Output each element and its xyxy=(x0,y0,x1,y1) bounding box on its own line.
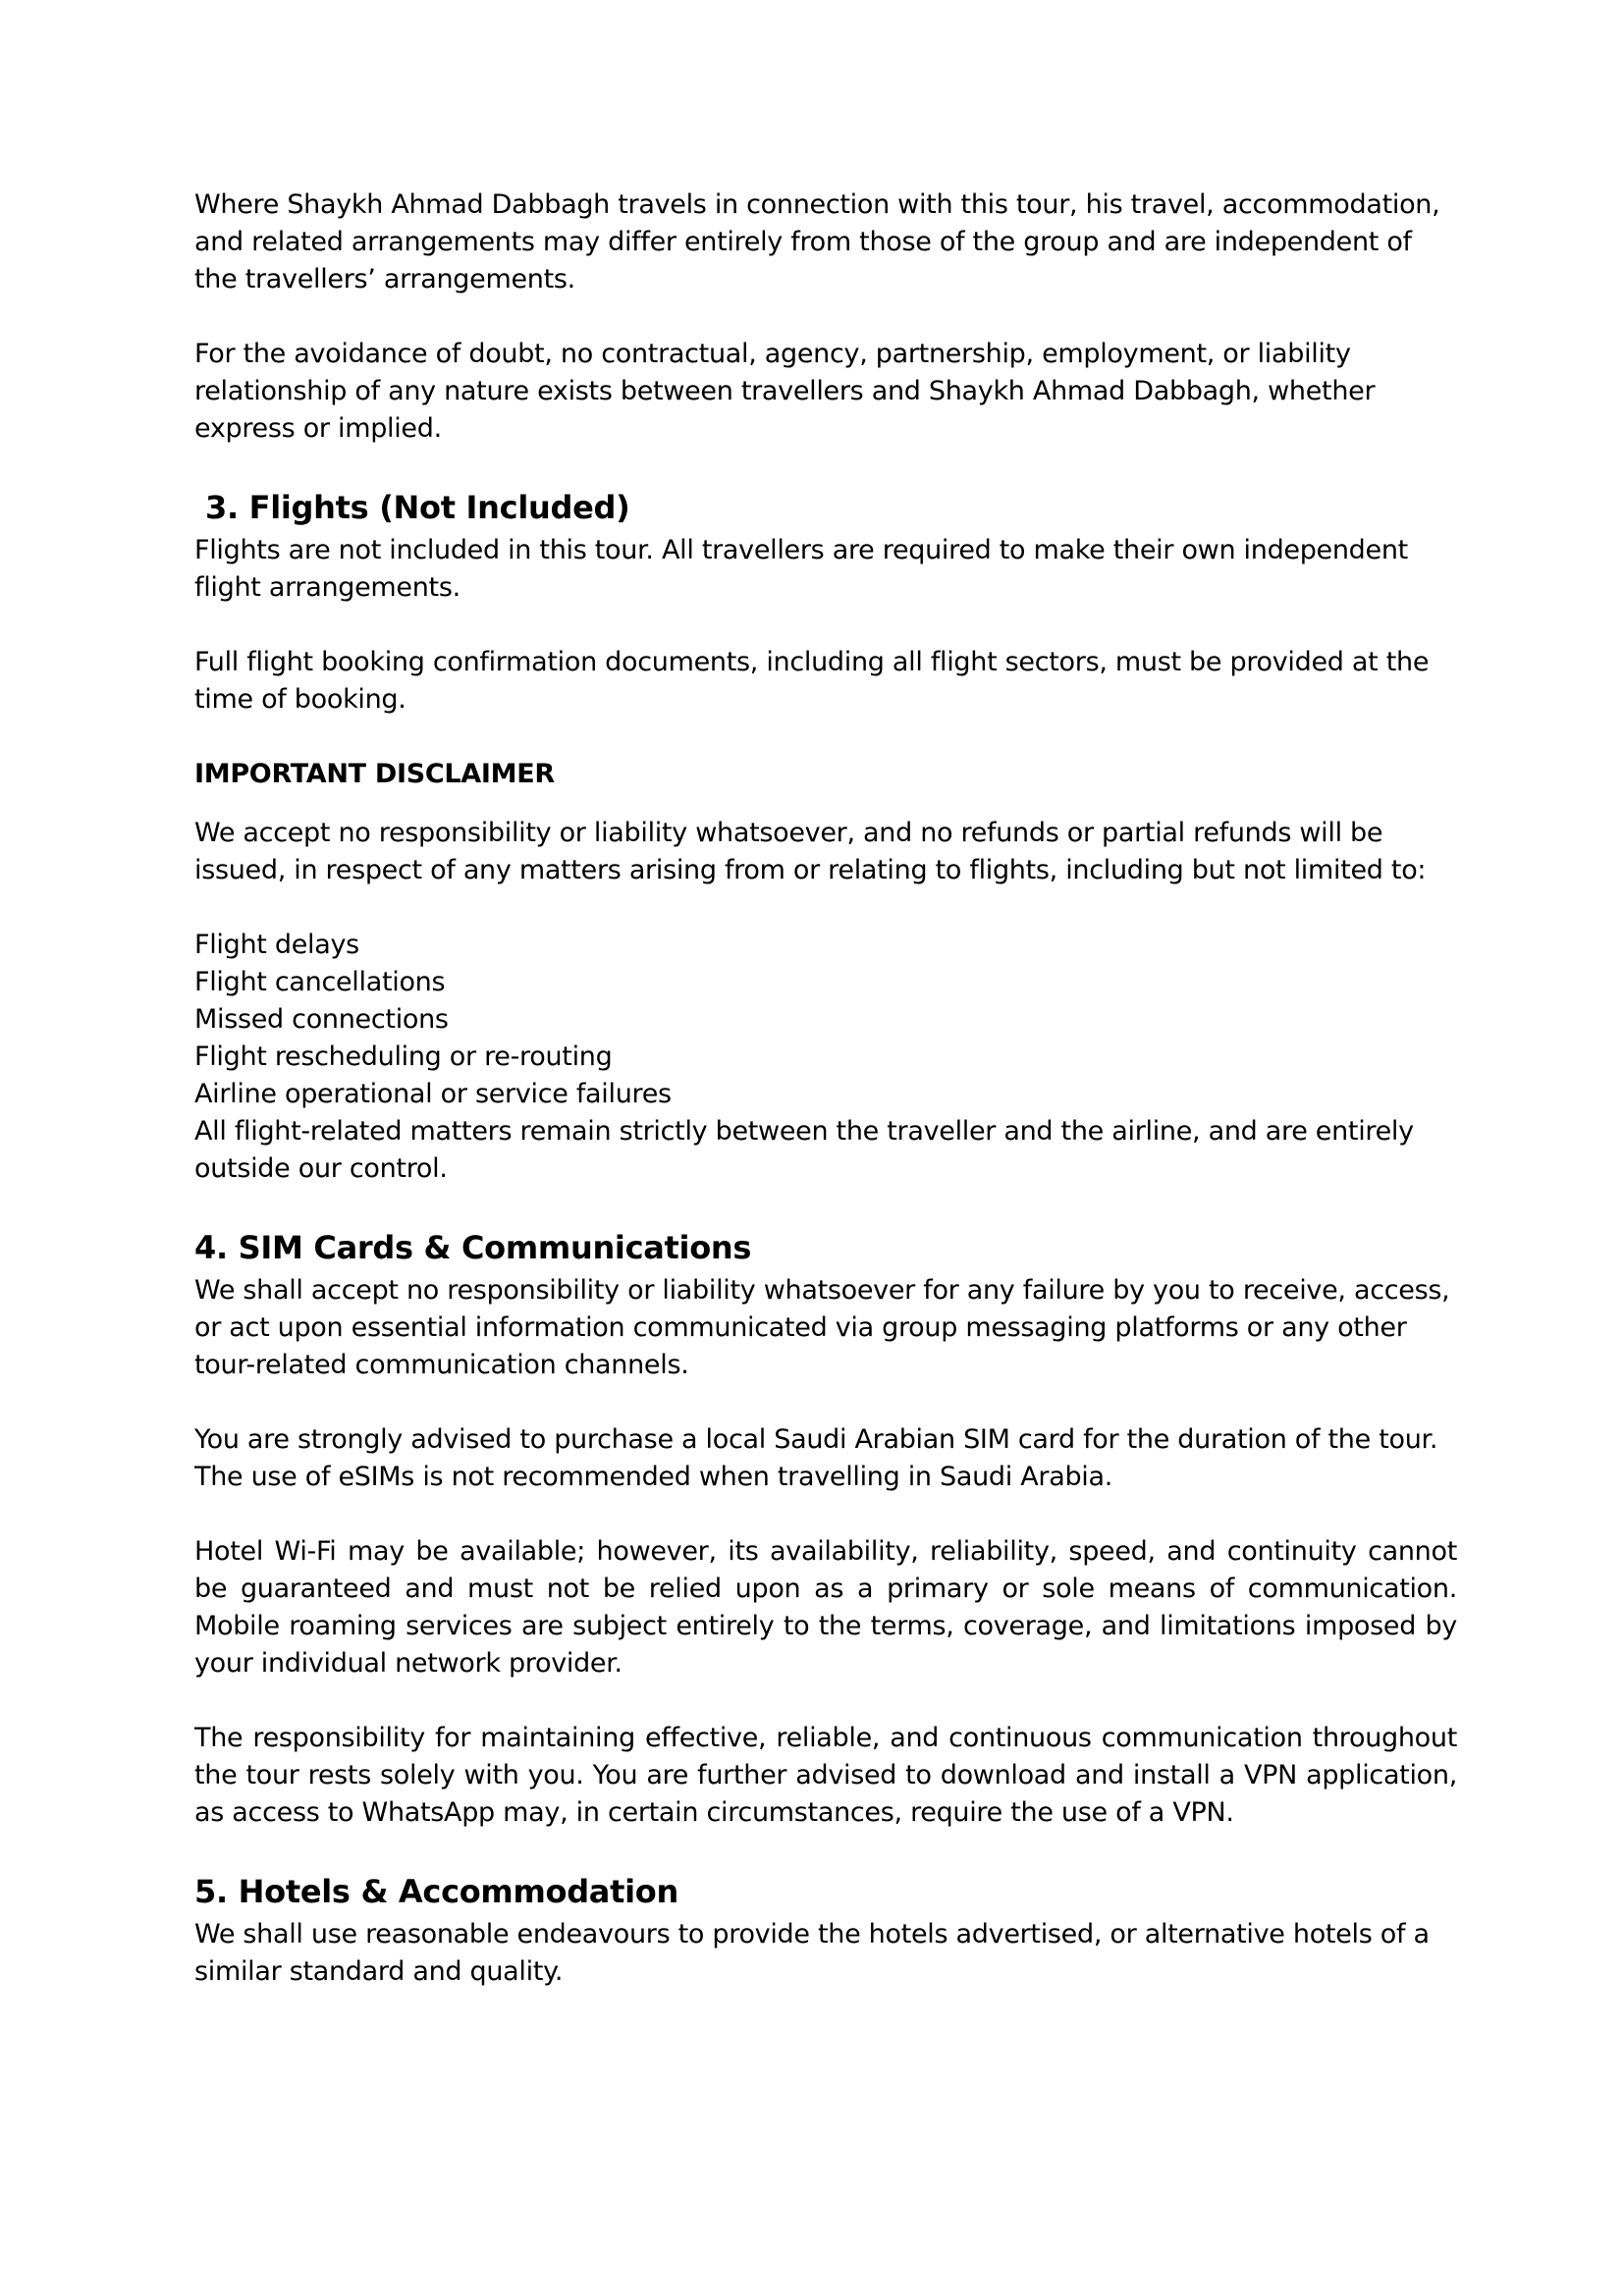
flight-exclusions-list xyxy=(194,927,1457,1113)
heading-sim-cards-communications: 4. SIM Cards & Communications xyxy=(194,1229,752,1266)
paragraph-flights-own-arrangements: Flights are not included in this tour. All travellers are required to make their own independent flight arrangements. xyxy=(194,535,1408,603)
paragraph-no-refunds-flights: We accept no responsibility or liability whatsoever, and no refunds or partial refunds will be issued, in respect of any matters arising from or relating to flights, including but not limited to: xyxy=(194,818,1427,885)
heading-hotels-accommodation: 5. Hotels & Accommodation xyxy=(194,1873,678,1910)
paragraph-booking-confirmation: Full flight booking confirmation documents, including all flight sectors, must be provided at the time of booking. xyxy=(194,647,1430,715)
paragraph-sim-card-advice: You are strongly advised to purchase a local Saudi Arabian SIM card for the duration of the tour. The use of eSIMs is not recommended when travelling in Saudi Arabia. xyxy=(194,1424,1438,1492)
list-item-airline-failures: Airline operational or service failures xyxy=(194,1079,672,1109)
list-item-flight-delays: Flight delays xyxy=(194,930,359,960)
paragraph-flight-matters-outside-control: All flight-related matters remain strictly between the traveller and the airline, and are entirely outside our control. xyxy=(194,1116,1414,1184)
list-item-missed-connections: Missed connections xyxy=(194,1004,449,1035)
list-item-flight-cancellations: Flight cancellations xyxy=(194,967,446,997)
paragraph-no-contractual-relationship: For the avoidance of doubt, no contractual, agency, partnership, employment, or liability relationship of any nature exists between travellers and Shaykh Ahmad Dabbagh, whether express or implied. xyxy=(194,339,1376,444)
paragraph-hotels-standard: We shall use reasonable endeavours to provide the hotels advertised, or alternative hotels of a similar standard and quality. xyxy=(194,1919,1430,1987)
paragraph-communication-liability: We shall accept no responsibility or liability whatsoever for any failure by you to receive, access, or act upon essential information communicated via group messaging platforms or any other tour-related communication channels. xyxy=(194,1275,1450,1380)
paragraph-hotel-wifi: Hotel Wi-Fi may be available; however, its availability, reliability, speed, and continuity cannot be guaranteed and must not be relied upon as a primary or sole means of communication. Mobile roaming services are subject entirely to the terms, coverage, and limitations imposed by your individual network provider. xyxy=(194,1536,1457,1679)
heading-flights-not-included: 3. Flights (Not Included) xyxy=(205,489,630,526)
paragraph-vpn-advice: The responsibility for maintaining effective, reliable, and continuous communication throughout the tour rests solely with you. You are further advised to download and install a VPN application, as access to WhatsApp may, in certain circumstances, require the use of a VPN. xyxy=(194,1723,1457,1828)
list-item-rescheduling: Flight rescheduling or re-routing xyxy=(194,1041,613,1072)
paragraph-shaykh-travel-arrangements: Where Shaykh Ahmad Dabbagh travels in connection with this tour, his travel, accommodation, and related arrangements may differ entirely from those of the group and are independent of the travellers’ arrangements. xyxy=(194,189,1440,294)
disclaimer-title: IMPORTANT DISCLAIMER xyxy=(194,759,555,789)
